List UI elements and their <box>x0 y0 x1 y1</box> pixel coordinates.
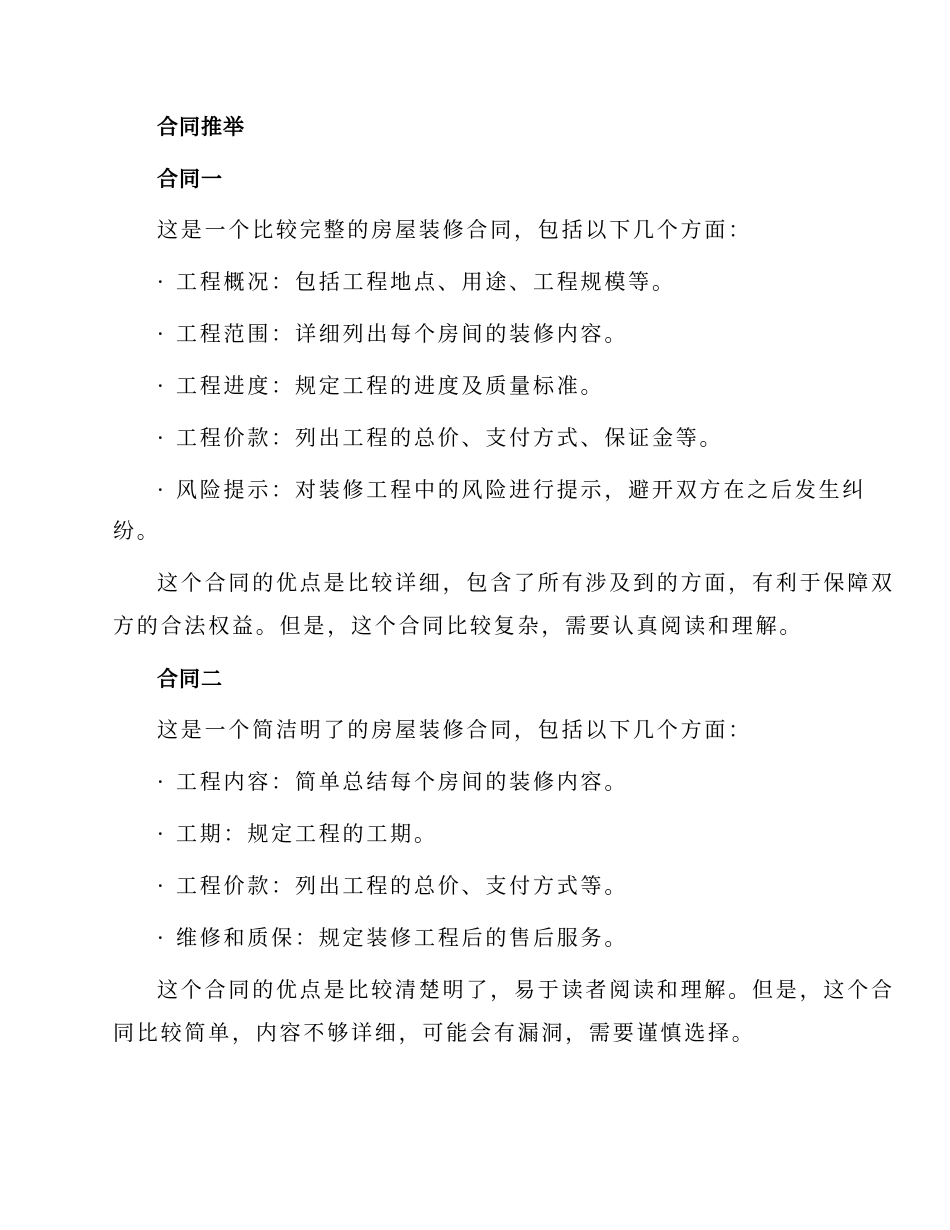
contract2-item: · 工程价款：列出工程的总价、支付方式等。 <box>157 874 629 898</box>
contract1-risk-line2: 纷。 <box>113 519 161 543</box>
contract2-item: · 维修和质保：规定装修工程后的售后服务。 <box>157 926 629 950</box>
contract1-item: · 工程范围：详细列出每个房间的装修内容。 <box>157 322 629 346</box>
contract1-item: · 工程概况：包括工程地点、用途、工程规模等。 <box>157 270 676 294</box>
contract2-item: · 工程内容：简单总结每个房间的装修内容。 <box>157 770 629 794</box>
contract2-summary-line2: 同比较简单，内容不够详细，可能会有漏洞，需要谨慎选择。 <box>113 1021 756 1045</box>
contract1-summary-line2: 方的合法权益。但是，这个合同比较复杂，需要认真阅读和理解。 <box>113 614 804 638</box>
contract1-heading: 合同一 <box>157 166 223 191</box>
contract2-intro: 这是一个简洁明了的房屋装修合同，包括以下几个方面： <box>157 718 752 742</box>
contract2-heading: 合同二 <box>157 666 223 691</box>
contract1-item: · 工程进度：规定工程的进度及质量标准。 <box>157 374 605 398</box>
contract1-risk-line1: · 风险提示：对装修工程中的风险进行提示，避开双方在之后发生纠 <box>157 478 867 502</box>
contract1-intro: 这是一个比较完整的房屋装修合同，包括以下几个方面： <box>157 218 752 242</box>
document-title: 合同推举 <box>157 114 245 139</box>
contract1-summary-line1: 这个合同的优点是比较详细，包含了所有涉及到的方面，有利于保障双 <box>157 571 895 595</box>
contract2-item: · 工期：规定工程的工期。 <box>157 822 438 846</box>
contract2-summary-line1: 这个合同的优点是比较清楚明了，易于读者阅读和理解。但是，这个合 <box>157 978 895 1002</box>
contract1-item: · 工程价款：列出工程的总价、支付方式、保证金等。 <box>157 426 724 450</box>
